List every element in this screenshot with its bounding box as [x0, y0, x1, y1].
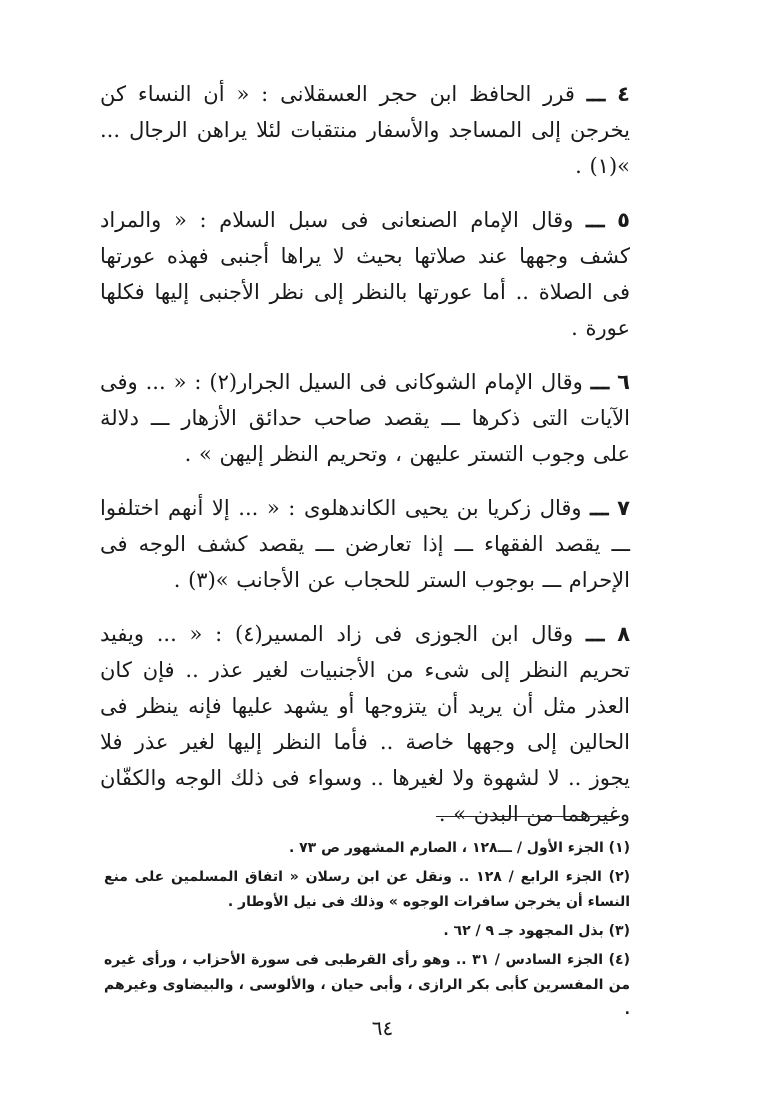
footnotes [104, 836, 630, 1027]
paragraph-7 [100, 490, 630, 598]
paragraph-5 [100, 202, 630, 346]
item-dash: ـــ [586, 81, 606, 106]
item-dash: ـــ [590, 369, 610, 394]
footnote-3: (٣) بذل المجهود جـ ٩ / ٦٢ . [443, 923, 630, 939]
footnote-1: (١) الجزء الأول / ـــ١٢٨ ، الصارم المشهور ص ٧٣ . [288, 840, 630, 856]
item-dash: ـــ [585, 621, 605, 646]
item-number: ٧ [617, 496, 630, 520]
main-text [100, 76, 630, 850]
paragraph-6 [100, 364, 630, 472]
paragraph-text: قرر الحافظ ابن حجر العسقلانى : « أن النساء كن يخرجن إلى المساجد والأسفار منتقبات لئلا يراهن الرجال ... »(١) . [100, 82, 630, 178]
item-number: ٤ [617, 82, 630, 106]
paragraph-text: وقال الإمام الشوكانى فى السيل الجرار(٢) : « ... وفى الآيات التى ذكرها ـــ يقصد صاحب حدائق الأزهار ـــ دلالة على وجوب التستر عليهن ، وتحريم النظر إليهن » . [100, 370, 630, 466]
paragraph-8 [100, 616, 630, 832]
item-dash: ـــ [586, 207, 605, 232]
item-number: ٦ [617, 370, 630, 394]
footnote-4: (٤) الجزء السادس / ٣١ .. وهو رأى القرطبى فى سورة الأحزاب ، ورأى غيره من المفسرين كأبى بكر الرازى ، وأبى حيان ، والألوسى ، والبيضاوى وغيرهم . [104, 952, 630, 1018]
paragraph-text: وقال الإمام الصنعانى فى سبل السلام : « والمراد كشف وجهها عند صلاتها بحيث لا يراها أجنبى فهذه عورتها فى الصلاة .. أما عورتها بالنظر إلى نظر الأجنبى إليها فكلها عورة . [100, 208, 630, 340]
page-number: ٦٤ [371, 1016, 394, 1040]
item-dash: ـــ [590, 495, 609, 520]
paragraph-4 [100, 76, 630, 184]
paragraph-text: وقال ابن الجوزى فى زاد المسير(٤) : « ... ويفيد تحريم النظر إلى شىء من الأجنبيات لغير عذر .. فإن كان العذر مثل أن يريد أن يتزوجها أو يشهد عليها فإنه ينظر فى الحالين إلى وجهها خاصة .. فأما النظر إليها لغير عذر فلا يجوز .. لا لشهوة ولا لغيرها .. وسواء فى ذلك الوجه والكفّان وغيرهما من البدن » . [100, 622, 630, 826]
item-number: ٥ [617, 208, 630, 232]
item-number: ٨ [617, 622, 631, 646]
paragraph-text: وقال زكريا بن يحيى الكاندهلوى : « ... إلا أنهم اختلفوا ـــ يقصد الفقهاء ـــ إذا تعارضن ـــ يقصد كشف الوجه فى الإحرام ـــ بوجوب الستر للحجاب عن الأجانب »(٣) . [100, 496, 630, 592]
footnote-divider [436, 816, 620, 817]
footnote-2: (٢) الجزء الرابع / ١٢٨ .. ونقل عن ابن رسلان « اتفاق المسلمين على منع النساء أن يخرجن سافرات الوجوه » وذلك فى نيل الأوطار . [104, 869, 631, 910]
